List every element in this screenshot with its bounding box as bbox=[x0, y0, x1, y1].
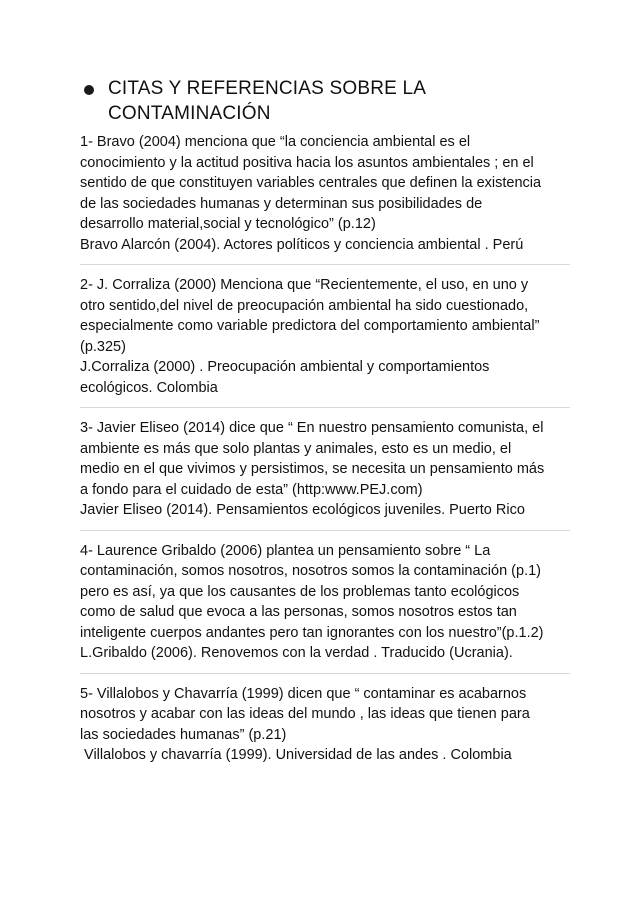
citation-line: 3- Javier Eliseo (2014) dice que “ En nuestro pensamiento comunista, el bbox=[80, 420, 544, 436]
citation-reference: Villalobos y chavarría (1999). Universidad de las andes . Colombia bbox=[80, 747, 512, 763]
citation-entry-4 bbox=[80, 541, 570, 674]
citation-line: medio en el que vivimos y persistimos, se necesita un pensamiento más bbox=[80, 461, 545, 477]
citation-line: de las sociedades humanas y determinan sus posibilidades de bbox=[80, 195, 483, 212]
heading-line-2: CONTAMINACIÓN bbox=[108, 103, 271, 124]
citation-entry-3 bbox=[80, 418, 570, 531]
citation-line: ambiente es más que solo plantas y animales, esto es un medio, el bbox=[80, 440, 512, 457]
citation-line: como de salud que evoca a las personas, somos nosotros estos tan bbox=[80, 604, 517, 620]
citation-line: 4- Laurence Gribaldo (2006) plantea un pensamiento sobre “ La bbox=[80, 542, 491, 559]
citation-reference: J.Corraliza (2000) . Preocupación ambiental y comportamientos bbox=[80, 359, 490, 375]
citation-line: otro sentido,del nivel de preocupación ambiental ha sido cuestionado, bbox=[80, 297, 529, 314]
citation-reference: L.Gribaldo (2006). Renovemos con la verdad . Traducido (Ucrania). bbox=[80, 645, 513, 661]
citation-entry-2 bbox=[80, 275, 570, 408]
citation-line: 2- J. Corraliza (2000) Menciona que “Recientemente, el uso, en uno y bbox=[80, 277, 529, 293]
citation-line: desarrollo material,social y tecnológico” (p.12) bbox=[80, 216, 376, 232]
citation-reference: Bravo Alarcón (2004). Actores políticos y conciencia ambiental . Perú bbox=[80, 236, 524, 253]
citation-line: conocimiento y la actitud positiva hacia los asuntos ambientales ; en el bbox=[80, 154, 534, 171]
citation-entry-5 bbox=[80, 684, 570, 775]
heading-text bbox=[108, 76, 426, 126]
citation-line: 1- Bravo (2004) menciona que “la conciencia ambiental es el bbox=[80, 134, 471, 150]
citation-line: inteligente cuerpos andantes pero tan ignorantes con los nuestro”(p.1.2) bbox=[80, 624, 544, 641]
citation-line: a fondo para el cuidado de esta” (http:www.PEJ.com) bbox=[80, 481, 423, 498]
citation-line: pero es así, ya que los causantes de los problemas tanto ecológicos bbox=[80, 583, 520, 600]
citation-line: las sociedades humanas” (p.21) bbox=[80, 726, 287, 743]
citation-entry-1 bbox=[80, 132, 570, 265]
citation-line: nosotros y acabar con las ideas del mundo , las ideas que tienen para bbox=[80, 706, 530, 722]
citation-line: (p.325) bbox=[80, 338, 126, 355]
citation-line: especialmente como variable predictora del comportamiento ambiental” bbox=[80, 318, 540, 334]
citation-reference: Javier Eliseo (2014). Pensamientos ecológicos juveniles. Puerto Rico bbox=[80, 502, 525, 518]
citation-reference-continued: ecológicos. Colombia bbox=[80, 379, 218, 396]
section-heading bbox=[84, 76, 544, 126]
citation-line: 5- Villalobos y Chavarría (1999) dicen que “ contaminar es acabarnos bbox=[80, 685, 527, 702]
citation-line: sentido de que constituyen variables centrales que definen la existencia bbox=[80, 175, 542, 191]
citation-line: contaminación, somos nosotros, nosotros somos la contaminación (p.1) bbox=[80, 563, 541, 579]
bullet-icon bbox=[84, 85, 94, 95]
citations-list bbox=[80, 132, 570, 785]
heading-line-1: CITAS Y REFERENCIAS SOBRE LA bbox=[108, 78, 427, 99]
